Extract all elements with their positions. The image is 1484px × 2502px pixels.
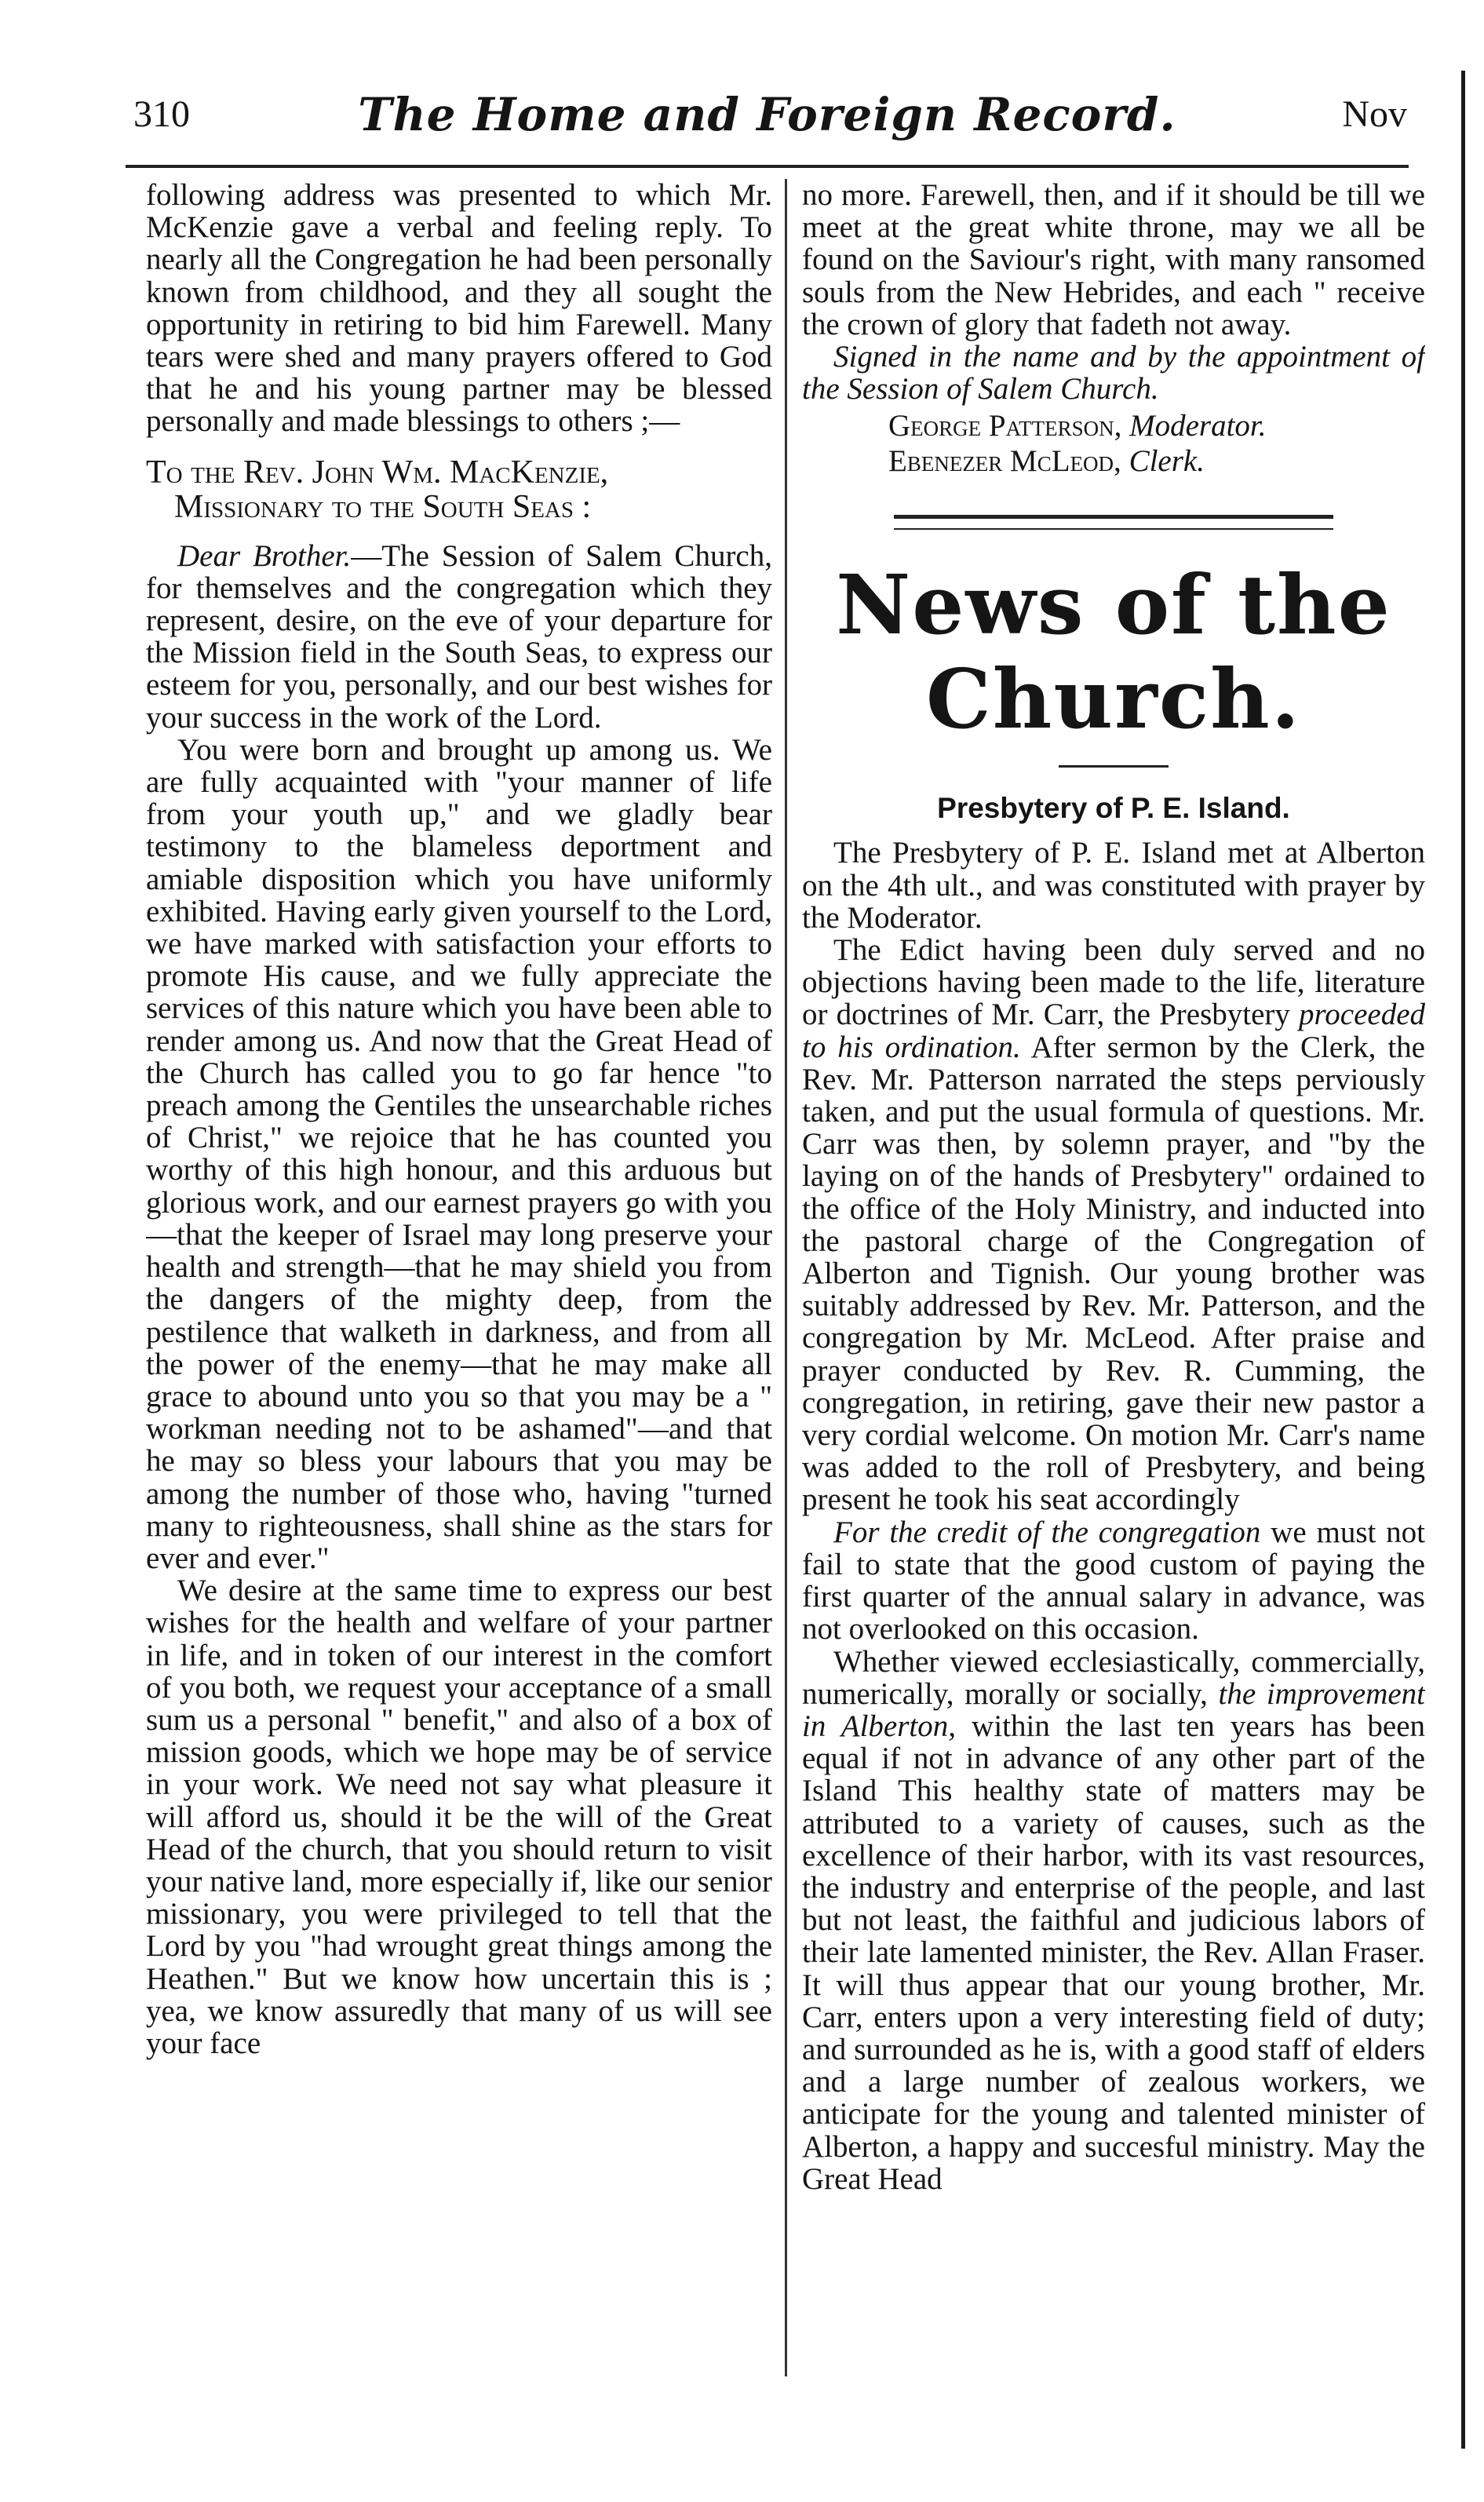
address-line-2: Missionary to the South Seas : (174, 488, 592, 525)
signatures (802, 408, 1425, 479)
salutation: Dear Brother. (177, 538, 352, 573)
clerk-name: Ebenezer McLeod, (888, 444, 1121, 479)
address-line-1: To the Rev. John Wm. MacKenzie, (146, 454, 609, 491)
moderator-name: George Patterson, (888, 409, 1122, 443)
article-paragraph-2: The Edict having been duly served and no objections having been made to the life, literature or doctrines of Mr. Carr, the Presbytery proceeded to his ordination. After sermon by the Clerk, the Rev. Mr. Patterson narrated the steps perviously taken, and put the usual formula of questions. Mr. Carr was then, by solemn prayer, and "by the laying on of the hands of Presbytery" ordained to the office of the Holy Ministry, and inducted into the pastoral charge of the Congregation of Alberton and Tignish. Our young brother was suitably addressed by Rev. Mr. Patterson, and the congregation by Mr. McLeod. After praise and prayer conducted by Rev. R. Cumming, the congregation, in retiring, gave their new pastor a very cordial welcome. On motion Mr. Carr's name was added to the roll of Presbytery, and being present he took his seat accordingly (802, 933, 1425, 1517)
journal-title: The Home and Foreign Record. (358, 88, 1176, 141)
header-rule (126, 165, 1409, 168)
running-header (126, 88, 1409, 159)
letter-paragraph-2: You were born and brought up among us. We are fully acquainted with "your manner of life from your youth up," and we gladly bear testimony to the blameless deportment and amiable disposition which you have uniformly exhibited. Having early given yourself to the Lord, we have marked with satisfaction your efforts to promote His cause, and we fully appreciate the services of this nature which you have been able to render among us. And now that the Great Head of the Church has called you to go far hence "to preach among the Gentiles the unsearchable riches of Christ," we rejoice that he has counted you worthy of this high honour, and this arduous but glorious work, and our earnest prayers go with you—that the keeper of Israel may long preserve your health and strength—that he may shield you from the dangers of the mighty deep, from the pestilence that walketh in darkness, and from all the power of the enemy—that he may make all grace to abound unto you so that you may be a " workman needing not to be ashamed"—and that he may so bless your labours that you may be among the number of those who, having "turned many to righteousness, shall shine as the stars for ever and ever." (146, 732, 772, 1575)
right-column (802, 179, 1425, 2376)
article-heading: Presbytery of P. E. Island. (937, 792, 1290, 825)
letter-paragraph-1 (146, 540, 772, 734)
article-paragraph-3: For the credit of the congregation we must not fail to state that the good custom of paying the first quarter of the annual salary in advance, was not overlooked on this occasion. (802, 1515, 1425, 1647)
letter-paragraph-3-cont: no more. Farewell, then, and if it should be till we meet at the great white throne, may we all be found on the Saviour's right, with many ransomed souls from the New Hebrides, and each " receive the crown of glory that fadeth not away. (802, 179, 1425, 341)
signed-statement: Signed in the name and by the appointment of the Session of Salem Church. (802, 340, 1425, 407)
moderator-role: Moderator. (1129, 409, 1267, 443)
column-divider (785, 179, 787, 2376)
signature-clerk (802, 443, 1425, 479)
intro-paragraph: following address was presented to which Mr. McKenzie gave a verbal and feeling reply. To nearly all the Congregation he had been personally known from childhood, and they all sought the opportunity in retiring to bid him Farewell. Many tears were shed and many prayers offered to God that he and his young partner may be blessed personally and made blessings to others ;— (146, 179, 772, 439)
address-heading (146, 455, 772, 524)
article-paragraph-1: The Presbytery of P. E. Island met at Alberton on the 4th ult., and was constituted with prayer by the Moderator. (802, 836, 1425, 935)
letter-paragraph-3: We desire at the same time to express our best wishes for the health and welfare of your partner in life, and in token of our interest in the comfort of you both, we request your acceptance of a small sum us a personal " benefit," and also of a box of mission goods, which we hope may be of service in your work. We need not say what pleasure it will afford us, should it be the will of the Great Head of the church, that you should return to visit your native land, more especially if, like our senior missionary, you were privileged to tell that the Lord by you "had wrought great things among the Heathen." But we know how uncertain this is ; yea, we know assuredly that many of us will see your face (146, 1574, 772, 2060)
section-double-rule (894, 515, 1333, 530)
signature-moderator (802, 408, 1425, 443)
letter-paragraph-1-text: —The Session of Salem Church, for themselves and the congregation which they represent, desire, on the eve of your departure for the Mission field in the South Seas, to express our esteem for you, personally, and our best wishes for your success in the work of the Lord. (146, 538, 772, 735)
clerk-role: Clerk. (1128, 444, 1205, 479)
section-title: News of the Church. (836, 556, 1391, 748)
issue-month: Nov (1342, 93, 1407, 135)
left-column (146, 179, 772, 2376)
section-short-rule (1059, 765, 1169, 768)
article-paragraph-4: Whether viewed ecclesiastically, commercially, numerically, morally or socially, the improvement in Alberton, within the last ten years has been equal if not in advance of any other part of the Island This healthy state of matters may be attributed to a variety of causes, such as the excellence of their harbor, with its vast resources, the industry and enterprise of the people, and last but not least, the faithful and judicious labors of their late lamented minister, the Rev. Allan Fraser. It will thus appear that our young brother, Mr. Carr, enters upon a very interesting field of duty; and surrounded as he is, with a good staff of elders and a large number of zealous workers, we anticipate for the young and talented minister of Alberton, a happy and succesful ministry. May the Great Head (802, 1644, 1425, 2196)
page-edge-shadow (1461, 71, 1465, 2449)
page-number: 310 (133, 93, 190, 135)
